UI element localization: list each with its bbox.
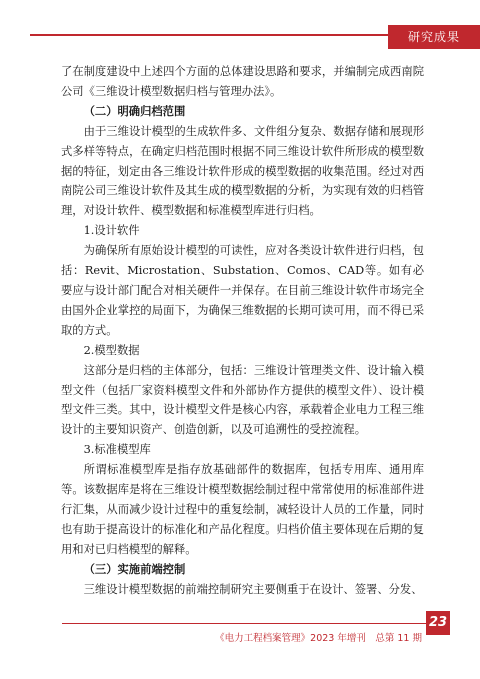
subheading-3: 3.标准模型库 [83, 443, 151, 457]
section-tag: 研究成果 [388, 25, 480, 49]
subheading-2: 2.模型数据 [83, 343, 140, 357]
article-body [61, 62, 424, 599]
paragraph-1: 了在制度建设中上述四个方面的总体建设思路和要求，并编制完成西南院公司《三维设计模型数据归档与管理办法》。 [61, 65, 424, 98]
journal-citation: 《电力工程档案管理》2023 年增刊 总第 11 期 [215, 633, 422, 644]
footer [0, 611, 480, 644]
paragraph-4: 这部分是归档的主体部分，包括：三维设计管理类文件、设计输入模型文件（包括厂家资料模型文件和外部协作方提供的模型文件）、设计模型文件三类。其中，设计模型文件是核心内容，承载着企业电力工程三维设计的主要知识资产、创造创新，以及可追溯性的受控流程。 [61, 363, 424, 437]
section-heading-2: （二）明确归档范围 [83, 104, 186, 118]
section-heading-3: （三）实施前端控制 [83, 562, 186, 576]
paragraph-3: 为确保所有原始设计模型的可读性，应对各类设计软件进行归档，包括：Revit、Microstation、Substation、Comos、CAD等。如有必要应与设计部门配合对相关硬件一并保存。在目前三维设计软件市场完全由国外企业掌控的局面下，为确保三维数据的长期可读可用，而不得已采取的方式。 [61, 244, 424, 337]
subheading-1: 1.设计软件 [83, 224, 140, 238]
paragraph-5: 所谓标准模型库是指存放基础部件的数据库，包括专用库、通用库等。该数据库是将在三维设计模型数据绘制过程中常常使用的标准部件进行汇集，从而减少设计过程中的重复绘制，减轻设计人员的工作量，同时也有助于提高设计的标准化和产品化程度。归档价值主要体现在后期的复用和对已归档模型的解释。 [61, 463, 424, 556]
footer-rule [62, 623, 428, 624]
page-number: 23 [426, 611, 450, 635]
paragraph-2: 由于三维设计模型的生成软件多、文件组分复杂、数据存储和展现形式多样等特点，在确定归档范围时根据不同三维设计软件所形成的模型数据的特征，划定由各三维设计软件形成的模型数据的收集范围。经过对西南院公司三维设计软件及其生成的模型数据的分析，为实现有效的归档管理，对设计软件、模型数据和标准模型库进行归档。 [61, 124, 424, 218]
paragraph-6: 三维设计模型数据的前端控制研究主要侧重于在设计、签署、分发、 [83, 582, 423, 596]
